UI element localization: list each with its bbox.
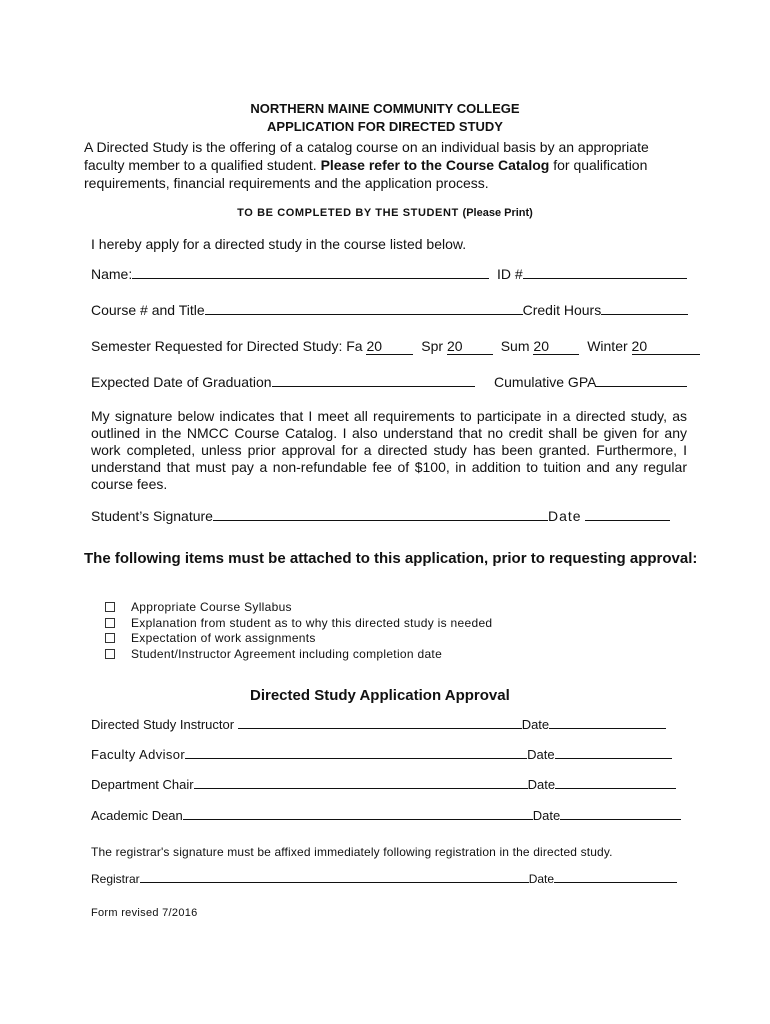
winter-label: Winter: [587, 338, 628, 354]
name-field[interactable]: [132, 278, 489, 279]
intro-paragraph: [84, 138, 654, 192]
checkbox[interactable]: [105, 602, 115, 612]
chair-date-field[interactable]: [555, 788, 676, 789]
instructor-date-label: Date: [521, 717, 550, 732]
college-name: NORTHERN MAINE COMMUNITY COLLEGE: [250, 101, 520, 116]
intro-text: A Directed Study is the offering of a catalog course on an individual basis by an appropriate faculty member to a qualified student.: [84, 139, 649, 173]
registrar-label: Registrar: [91, 872, 140, 886]
intro-text-end: for qualification requirements, financial requirements and the application process.: [84, 157, 648, 191]
registrar-signature-field[interactable]: [140, 882, 529, 883]
student-signature-label: Student’s Signature: [91, 508, 213, 524]
summer-year-field[interactable]: 20: [533, 338, 579, 355]
attachments-list: [105, 600, 492, 662]
dean-row: [91, 808, 681, 823]
graduation-date-field[interactable]: [272, 386, 475, 387]
advisor-row: [91, 747, 672, 762]
attachment-item: Student/Instructor Agreement including completion date: [105, 647, 492, 663]
advisor-label: Faculty Advisor: [91, 747, 186, 762]
summer-label: Sum: [500, 338, 530, 354]
instructor-label: Directed Study Instructor: [91, 717, 235, 732]
dean-signature-field[interactable]: [183, 819, 533, 820]
attachments-heading: The following items must be attached to this application, prior to requesting approval:: [84, 550, 698, 567]
chair-label: Department Chair: [91, 777, 194, 792]
advisor-signature-field[interactable]: [185, 758, 527, 759]
checkbox[interactable]: [105, 618, 115, 628]
student-signature-field[interactable]: [213, 520, 548, 521]
advisor-date-field[interactable]: [555, 758, 672, 759]
attachment-item: Explanation from student as to why this directed study is needed: [105, 616, 492, 632]
advisor-date-label: Date: [527, 747, 555, 762]
dean-date-label: Date: [532, 808, 561, 823]
checkbox[interactable]: [105, 633, 115, 643]
name-row: [91, 266, 687, 282]
winter-year-field[interactable]: 20: [632, 338, 700, 355]
semester-label: Semester Requested for Directed Study: Fa: [91, 338, 363, 354]
attachment-item: Expectation of work assignments: [105, 631, 492, 647]
credit-hours-field[interactable]: [601, 314, 688, 315]
student-section-heading: TO BE COMPLETED BY THE STUDENT (Please Print): [237, 207, 533, 219]
dean-label: Academic Dean: [91, 808, 183, 823]
checkbox[interactable]: [105, 649, 115, 659]
chair-date-label: Date: [527, 777, 556, 792]
instructor-date-field[interactable]: [549, 728, 666, 729]
chair-row: [91, 777, 676, 792]
spring-label: Spr: [421, 338, 444, 354]
registrar-date-label: Date: [528, 872, 555, 886]
gpa-label: Cumulative GPA: [494, 374, 597, 390]
approval-heading: Directed Study Application Approval: [250, 687, 510, 704]
student-signature-row: [91, 508, 670, 524]
spring-year-field[interactable]: 20: [447, 338, 493, 355]
intro-bold-text: Please refer to the Course Catalog: [320, 157, 550, 173]
course-label: Course # and Title: [91, 302, 205, 318]
id-field[interactable]: [523, 278, 687, 279]
form-title: APPLICATION FOR DIRECTED STUDY: [267, 119, 503, 134]
instructor-signature-field[interactable]: [238, 728, 522, 729]
id-label: ID #: [497, 266, 523, 282]
instructor-row: [91, 717, 666, 732]
registrar-date-field[interactable]: [554, 882, 677, 883]
pledge-paragraph: My signature below indicates that I meet all requirements to participate in a directed study, as outlined in the NMCC Course Catalog. I also understand that no credit shall be given for any work completed, unless prior approval for a directed study has been granted. Furthermore, I understand that must pay a non-refundable fee of $100, in addition to tuition and any regular course fees.: [91, 408, 687, 492]
registrar-row: [91, 872, 677, 886]
graduation-row: [91, 374, 687, 390]
semester-row: [91, 338, 700, 355]
student-date-field[interactable]: [585, 520, 670, 521]
registrar-note: The registrar's signature must be affixed immediately following registration in the directed study.: [91, 845, 613, 859]
credit-hours-label: Credit Hours: [522, 302, 602, 318]
attachment-item: Appropriate Course Syllabus: [105, 600, 492, 616]
course-title-field[interactable]: [205, 314, 523, 315]
course-row: [91, 302, 688, 318]
dean-date-field[interactable]: [560, 819, 681, 820]
student-date-label: Date: [547, 508, 582, 524]
fall-year-field[interactable]: 20: [366, 338, 413, 355]
form-revision: Form revised 7/2016: [91, 907, 198, 919]
name-label: Name:: [91, 266, 133, 282]
gpa-field[interactable]: [596, 386, 687, 387]
graduation-label: Expected Date of Graduation: [91, 374, 272, 390]
chair-signature-field[interactable]: [194, 788, 528, 789]
apply-statement: I hereby apply for a directed study in the course listed below.: [91, 236, 467, 252]
